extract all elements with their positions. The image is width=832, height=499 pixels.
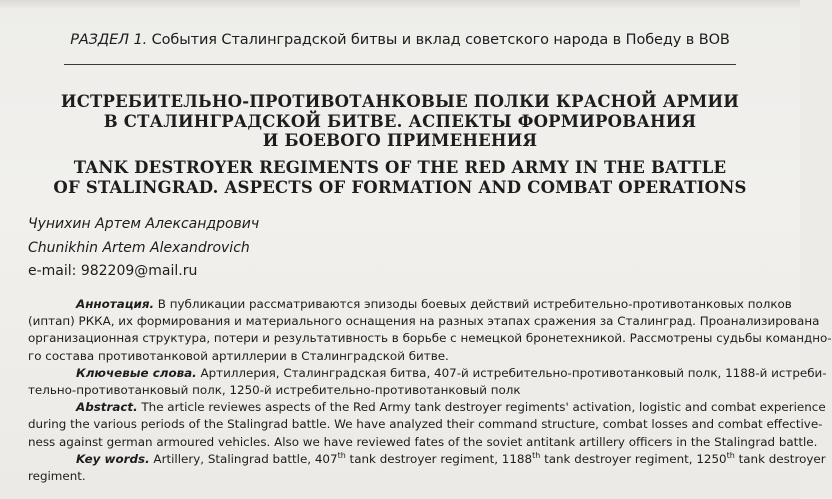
author-block [28,213,259,284]
annotation-text: В публикации рассматриваются эпизоды боевых действий истребительно-противотанковых полков [154,297,792,311]
annotation-label: Аннотация. [76,297,155,311]
annotation-line [28,296,792,313]
keywords-en-text: tank destroyer [734,451,826,466]
keywords-en-text: tank destroyer regiment, 1188 [345,451,533,466]
abstract-en-line: during the various periods of the Stalingrad battle. We have analyzed their command structure, combat losses and combat effective- [28,417,823,432]
keywords-ru-text: Артиллерия, Сталинградская битва, 407-й истребительно-противотанковый полк, 1188-й истреби- [196,365,827,380]
keywords-en-line [28,450,826,468]
keywords-en-label: Key words. [76,451,150,466]
keywords-ru-line: тельно-противотанковый полк, 1250-й истребительно-противотанковый полк [28,383,521,398]
ordinal-suffix: th [726,450,735,460]
running-head-rule [64,64,736,65]
section-title: События Сталинградской битвы и вклад советского народа в Победу в ВОВ [151,32,730,48]
abstract-en-line: ness against german armoured vehicles. Also we have reviewed fates of the soviet antitank artillery officers in the Stalingrad battle. [28,434,818,449]
abstract-en-label: Abstract. [76,400,138,415]
title-english [0,158,800,197]
abstract-en-line [28,399,826,416]
keywords-ru-line [28,365,827,382]
annotation-line: (иптап) РККА, их формирования и материального оснащения на разных этапах сражения за Сталинград. Проанализирована [28,314,820,329]
keywords-en-text: tank destroyer regiment, 1250 [540,451,727,466]
abstract-block [28,296,832,485]
annotation-line: организационная структура, потери и результативность в борьбе с немецкой бронетехникой. Рассмотрены судьбы командно- [28,331,832,346]
title-russian [0,92,800,151]
ordinal-suffix: th [532,450,541,460]
keywords-en-text: Artillery, Stalingrad battle, 407 [149,451,338,466]
title-ru-line: ИСТРЕБИТЕЛЬНО-ПРОТИВОТАНКОВЫЕ ПОЛКИ КРАСНОЙ АРМИИ [60,92,740,111]
section-label: РАЗДЕЛ 1. [70,32,148,48]
abstract-en-text: The article reviewes aspects of the Red Army tank destroyer regiments' activation, logistic and combat experience [137,400,826,415]
annotation-line: го состава противотанковой артиллерии в Сталинградской битве. [28,348,449,363]
author-name-en: Chunikhin Artem Alexandrovich [28,239,250,256]
keywords-en-line: regiment. [28,469,86,484]
title-en-line: TANK DESTROYER REGIMENTS OF THE RED ARMY IN THE BATTLE [73,158,727,177]
title-ru-line: В СТАЛИНГРАДСКОЙ БИТВЕ. АСПЕКТЫ ФОРМИРОВАНИЯ [103,111,697,131]
running-head [0,32,800,48]
author-email: e-mail: 982209@mail.ru [28,263,198,279]
page-top-edge [0,0,800,8]
author-name-ru: Чунихин Артем Александрович [28,216,260,232]
title-ru-line: И БОЕВОГО ПРИМЕНЕНИЯ [262,131,538,150]
keywords-ru-label: Ключевые слова. [76,365,197,380]
ordinal-suffix: th [337,450,346,460]
title-en-line: OF STALINGRAD. ASPECTS OF FORMATION AND COMBAT OPERATIONS [53,177,747,197]
